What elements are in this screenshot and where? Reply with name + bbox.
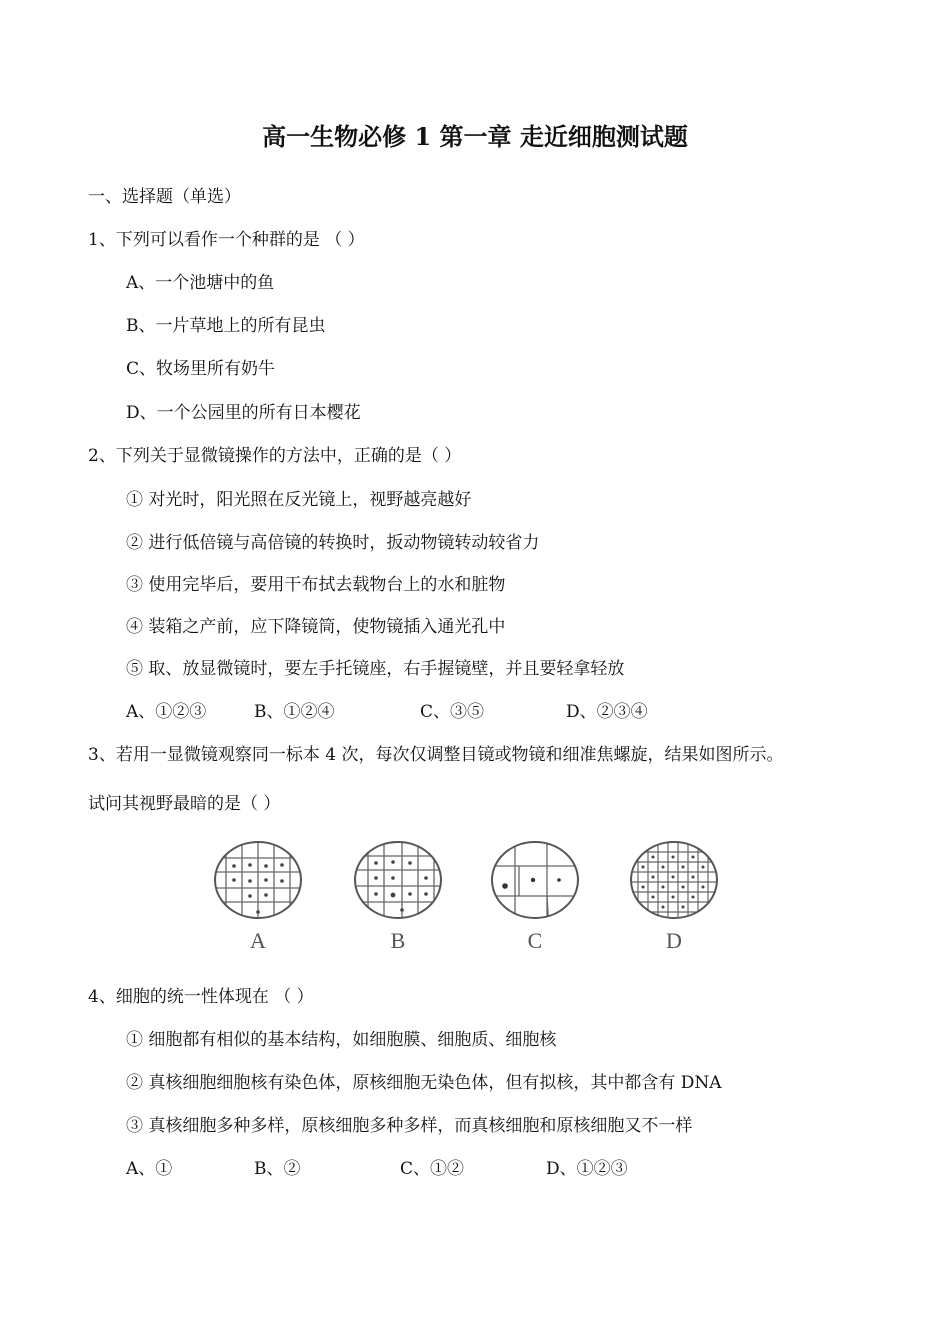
q4-item-2: ② 真核细胞细胞核有染色体，原核细胞无染色体，但有拟核，其中都含有 DNA	[126, 1073, 722, 1093]
q2-choice-a: A、①②③	[126, 702, 207, 722]
q2-item-2: ② 进行低倍镜与高倍镜的转换时，扳动物镜转动较省力	[126, 533, 540, 553]
q2-choice-c: C、③⑤	[420, 702, 485, 722]
field-view-a	[212, 840, 308, 955]
field-d-drawing	[628, 840, 724, 930]
q2-choice-b: B、①②④	[254, 702, 335, 722]
section-heading: 一、选择题（单选）	[88, 187, 241, 207]
q2-item-3: ③ 使用完毕后，要用干布拭去载物台上的水和脏物	[126, 575, 506, 595]
q1-option-d: D、一个公园里的所有日本樱花	[126, 403, 361, 423]
q2-choice-d: D、②③④	[566, 702, 648, 722]
q1-stem: 1、下列可以看作一个种群的是 （ ）	[88, 230, 365, 250]
q4-stem: 4、细胞的统一性体现在 （ ）	[88, 987, 314, 1007]
q4-choice-c: C、①②	[400, 1159, 465, 1179]
microscope-field-figure	[212, 840, 732, 955]
field-label-c: C	[527, 928, 543, 953]
q4-choice-b: B、②	[254, 1159, 301, 1179]
field-view-c	[489, 840, 585, 955]
q4-item-1: ① 细胞都有相似的基本结构，如细胞膜、细胞质、细胞核	[126, 1030, 557, 1050]
q4-choices	[126, 1157, 628, 1181]
field-view-b	[352, 840, 448, 955]
q2-item-5: ⑤ 取、放显微镜时，要左手托镜座，右手握镜壁，并且要轻拿轻放	[126, 659, 625, 679]
field-label-d: D	[666, 928, 682, 953]
q2-stem: 2、下列关于显微镜操作的方法中，正确的是（ ）	[88, 446, 462, 466]
field-label-a: A	[250, 928, 266, 953]
q1-option-b: B、一片草地上的所有昆虫	[126, 316, 326, 336]
q2-item-4: ④ 装箱之产前，应下降镜筒，使物镜插入通光孔中	[126, 617, 506, 637]
field-view-d	[628, 840, 724, 955]
page-title: 高一生物必修 1 第一章 走近细胞测试题	[262, 122, 688, 151]
q3-stem-line2: 试问其视野最暗的是（ ）	[88, 794, 281, 814]
q3-stem-line1: 3、若用一显微镜观察同一标本 4 次，每次仅调整目镜或物镜和细准焦螺旋，结果如图所示。	[88, 745, 784, 765]
q2-choices	[126, 700, 648, 724]
q2-item-1: ① 对光时，阳光照在反光镜上，视野越亮越好	[126, 490, 472, 510]
q4-item-3: ③ 真核细胞多种多样，原核细胞多种多样，而真核细胞和原核细胞又不一样	[126, 1116, 693, 1136]
q1-option-a: A、一个池塘中的鱼	[126, 273, 275, 293]
field-label-b: B	[390, 928, 406, 953]
field-a-drawing	[212, 840, 308, 930]
field-b-drawing	[352, 840, 448, 930]
q4-choice-a: A、①	[126, 1159, 173, 1179]
q4-choice-d: D、①②③	[546, 1159, 628, 1179]
field-c-drawing	[489, 840, 585, 930]
q1-option-c: C、牧场里所有奶牛	[126, 359, 276, 379]
